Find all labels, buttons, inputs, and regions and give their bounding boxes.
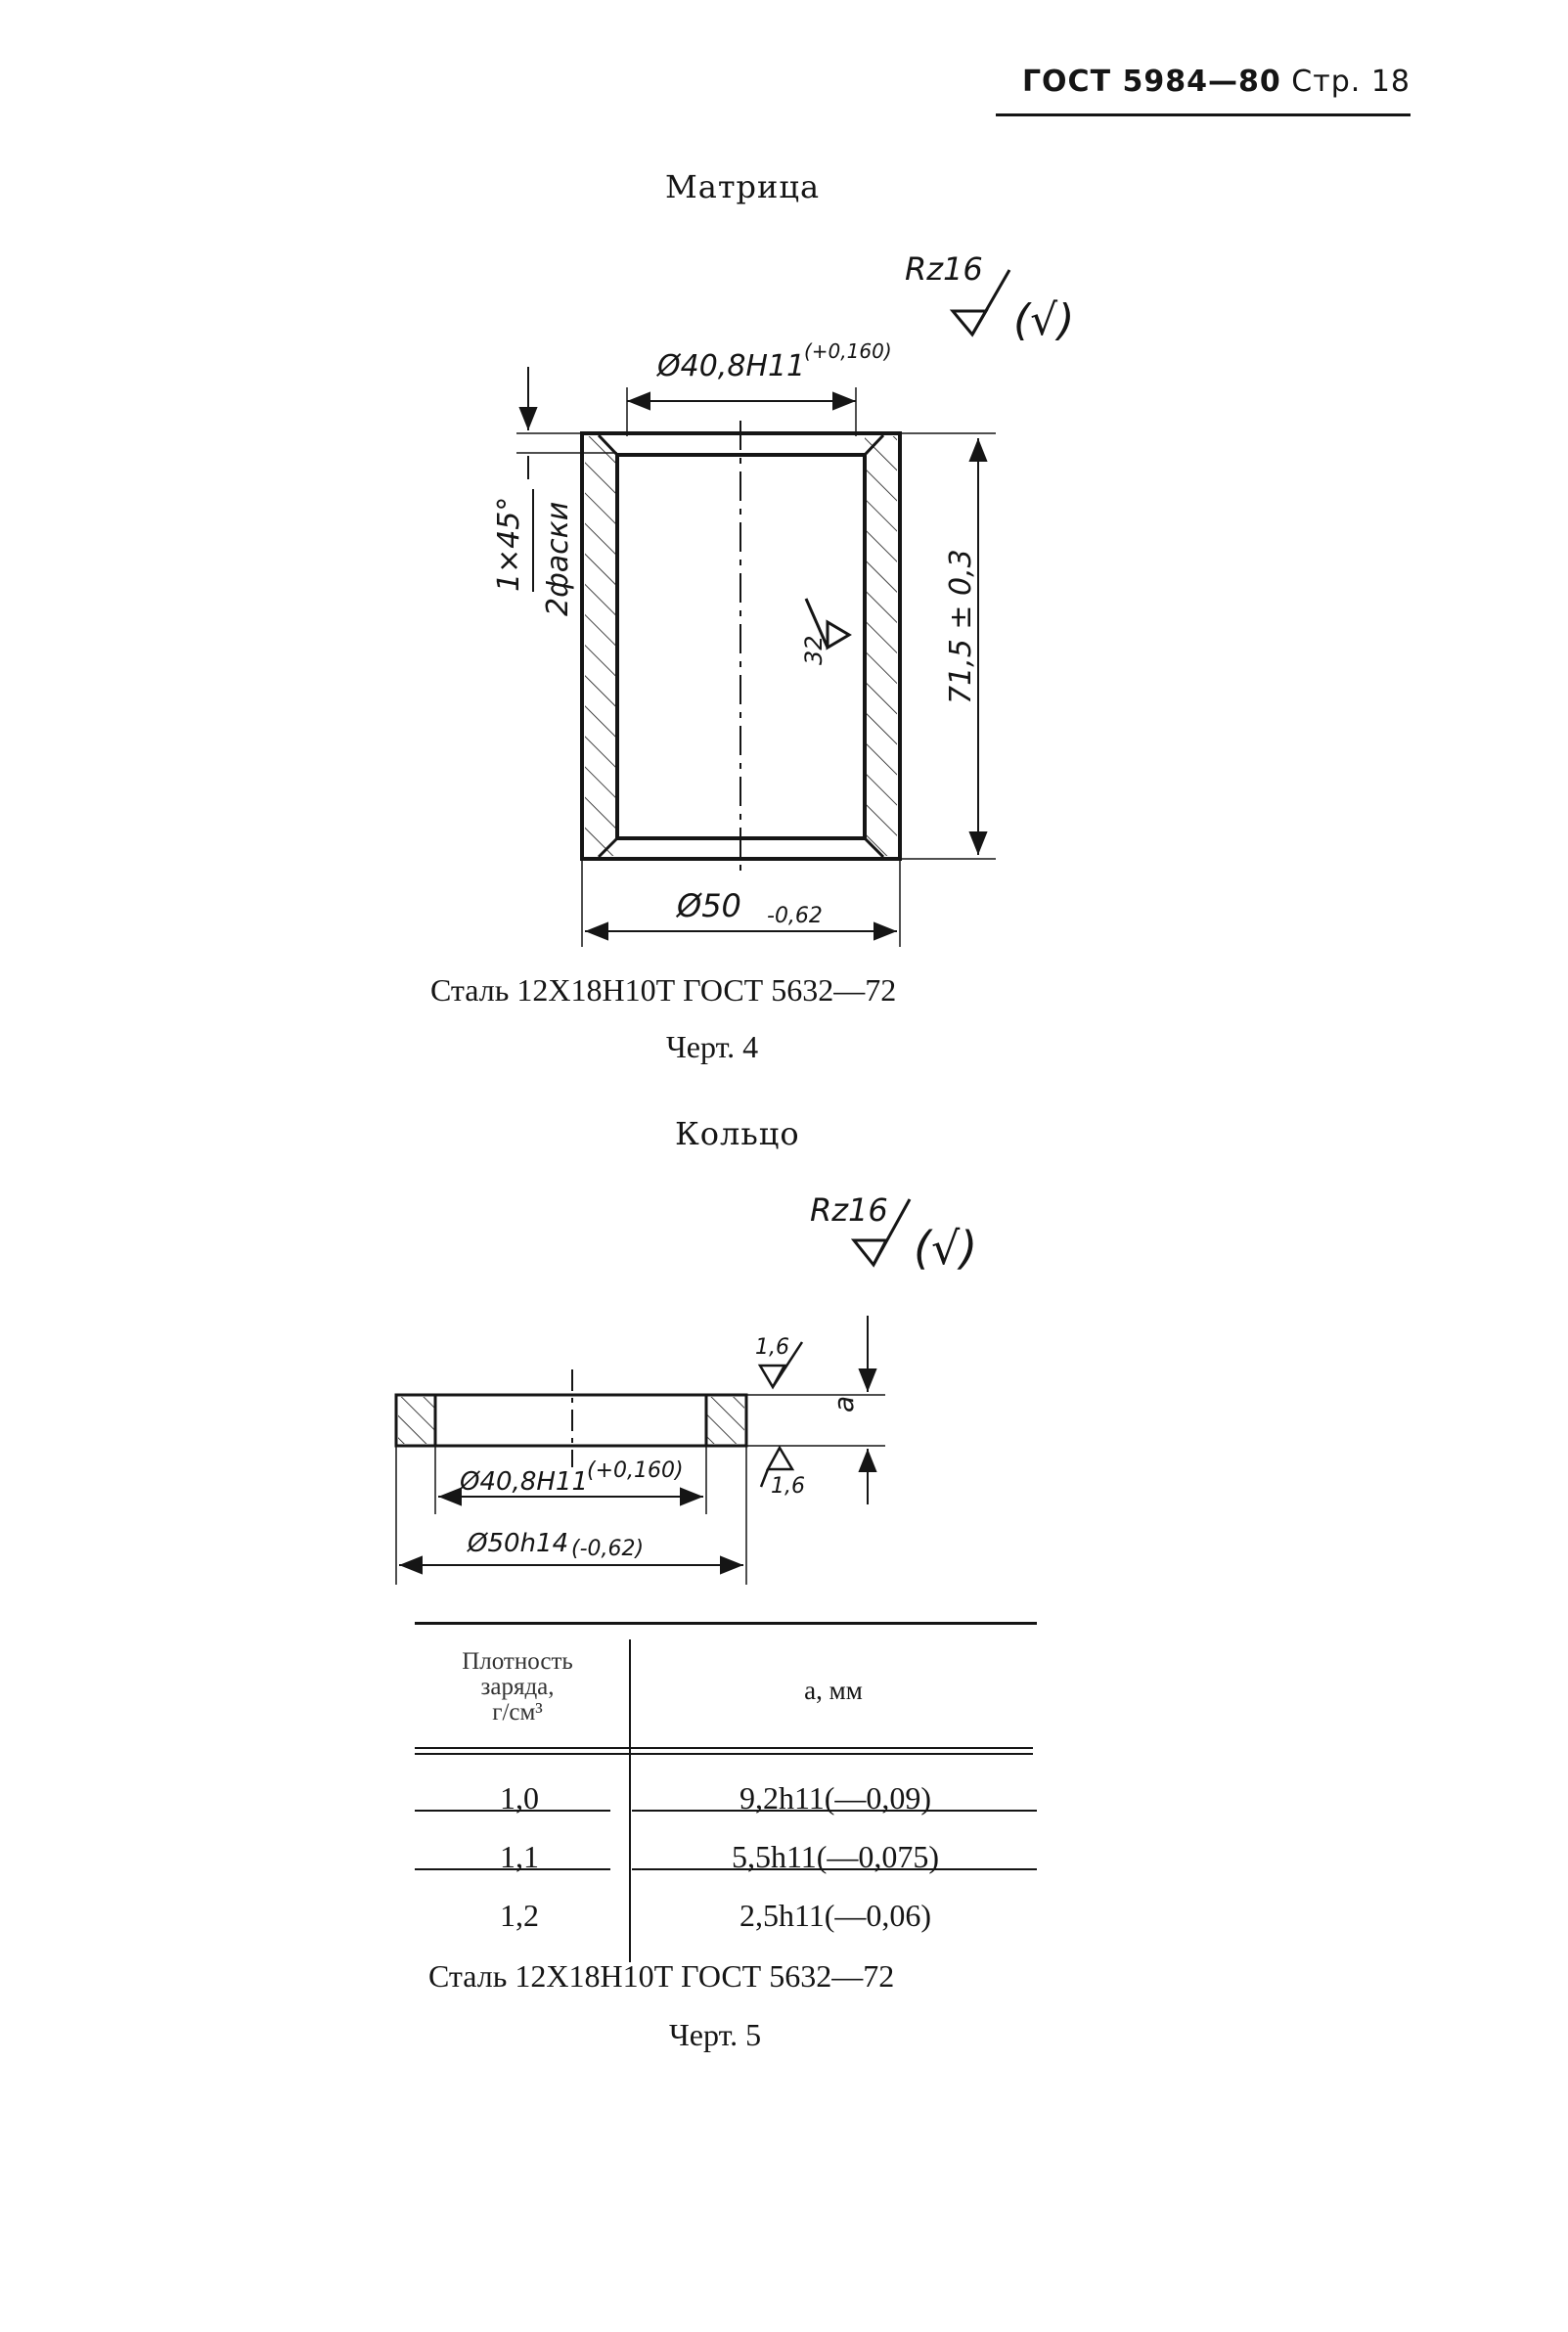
fig4-roughness-inner-label: 32 xyxy=(800,635,828,665)
fig4-dim-outer-label: Ø50 xyxy=(677,887,741,924)
row-rule-left xyxy=(415,1810,610,1812)
fig5-roughness-top-label: 1,6 xyxy=(755,1335,789,1360)
fig4-dim-height-label: 71,5 ± 0,3 xyxy=(944,549,978,704)
fig4-caption: Черт. 4 xyxy=(666,1029,759,1064)
standard-number: ГОСТ 5984—80 xyxy=(1021,65,1281,99)
table-header-rule xyxy=(415,1747,1033,1749)
fig4-dim-inner-tol: (+0,160) xyxy=(804,339,892,363)
fig4-chamfer-label: 1×45° xyxy=(492,496,526,592)
row-rule-right xyxy=(632,1868,1037,1870)
table-top-rule xyxy=(415,1622,1037,1625)
fig4-dim-inner-label: Ø40,8H11 xyxy=(657,349,806,383)
fig5-dim-inner xyxy=(435,1446,706,1514)
fig4-roughness-general-label: Rz16 xyxy=(905,250,983,288)
fig5-part xyxy=(396,1369,746,1467)
fig5-roughness-bottom xyxy=(761,1448,805,1499)
fig5-caption: Черт. 5 xyxy=(669,2017,762,2052)
fig4-dim-height xyxy=(900,433,996,859)
cell-a: 2,5h11(—0,06) xyxy=(739,1898,932,1933)
fig5-dim-inner-label: Ø40,8H11 xyxy=(460,1467,588,1497)
table-header-rule-2 xyxy=(415,1753,1033,1755)
fig4-material: Сталь 12Х18Н10Т ГОСТ 5632—72 xyxy=(430,972,897,1008)
page-number: Стр. 18 xyxy=(1291,65,1411,99)
table-header-density xyxy=(415,1649,620,1726)
fig4-dim-outer-tol: -0,62 xyxy=(767,904,823,928)
table-row xyxy=(415,1827,1041,1886)
fig5-roughness-general-label: Rz16 xyxy=(810,1191,888,1229)
cell-density: 1,0 xyxy=(500,1780,539,1816)
cell-density: 1,1 xyxy=(500,1839,539,1874)
fig4-title: Матрица xyxy=(665,168,821,205)
row-rule-left xyxy=(415,1868,610,1870)
fig5-title: Кольцо xyxy=(675,1115,800,1152)
fig5-dim-a-label: a xyxy=(828,1395,860,1413)
fig5-dim-outer-tol: (-0,62) xyxy=(571,1537,645,1561)
fig5-roughness-bottom-label: 1,6 xyxy=(771,1474,805,1499)
fig4-drawing xyxy=(0,0,1568,978)
header-density-line2: заряда, xyxy=(480,1674,555,1700)
cell-density: 1,2 xyxy=(500,1898,539,1933)
header-density-line1: Плотность xyxy=(462,1648,573,1675)
fig5-roughness-top xyxy=(755,1335,802,1387)
table-header-a: a, мм xyxy=(804,1676,863,1705)
cell-a: 5,5h11(—0,075) xyxy=(731,1839,940,1874)
fig4-roughness-general xyxy=(905,250,1074,345)
fig4-part xyxy=(582,421,900,871)
fig4-roughness-inner xyxy=(800,599,849,665)
table-row xyxy=(415,1769,1041,1827)
fig4-chamfer-note: 2фаски xyxy=(541,501,575,616)
header-density-line3: г/см³ xyxy=(492,1699,543,1726)
fig5-roughness-paren: (√) xyxy=(914,1222,978,1275)
fig5-drawing xyxy=(0,1154,1568,1624)
fig4-dim-inner xyxy=(627,339,892,436)
fig5-dim-outer-label: Ø50h14 xyxy=(468,1529,569,1558)
fig5-dim-inner-tol: (+0,160) xyxy=(587,1458,684,1483)
fig5-roughness-general xyxy=(810,1191,977,1275)
cell-a: 9,2h11(—0,09) xyxy=(739,1780,932,1816)
fig5-material: Сталь 12Х18Н10Т ГОСТ 5632—72 xyxy=(428,1958,895,1994)
fig4-roughness-paren: (√) xyxy=(1013,295,1075,345)
row-rule-right xyxy=(632,1810,1037,1812)
table-row xyxy=(415,1886,1041,1945)
fig4-dim-outer xyxy=(582,859,900,947)
